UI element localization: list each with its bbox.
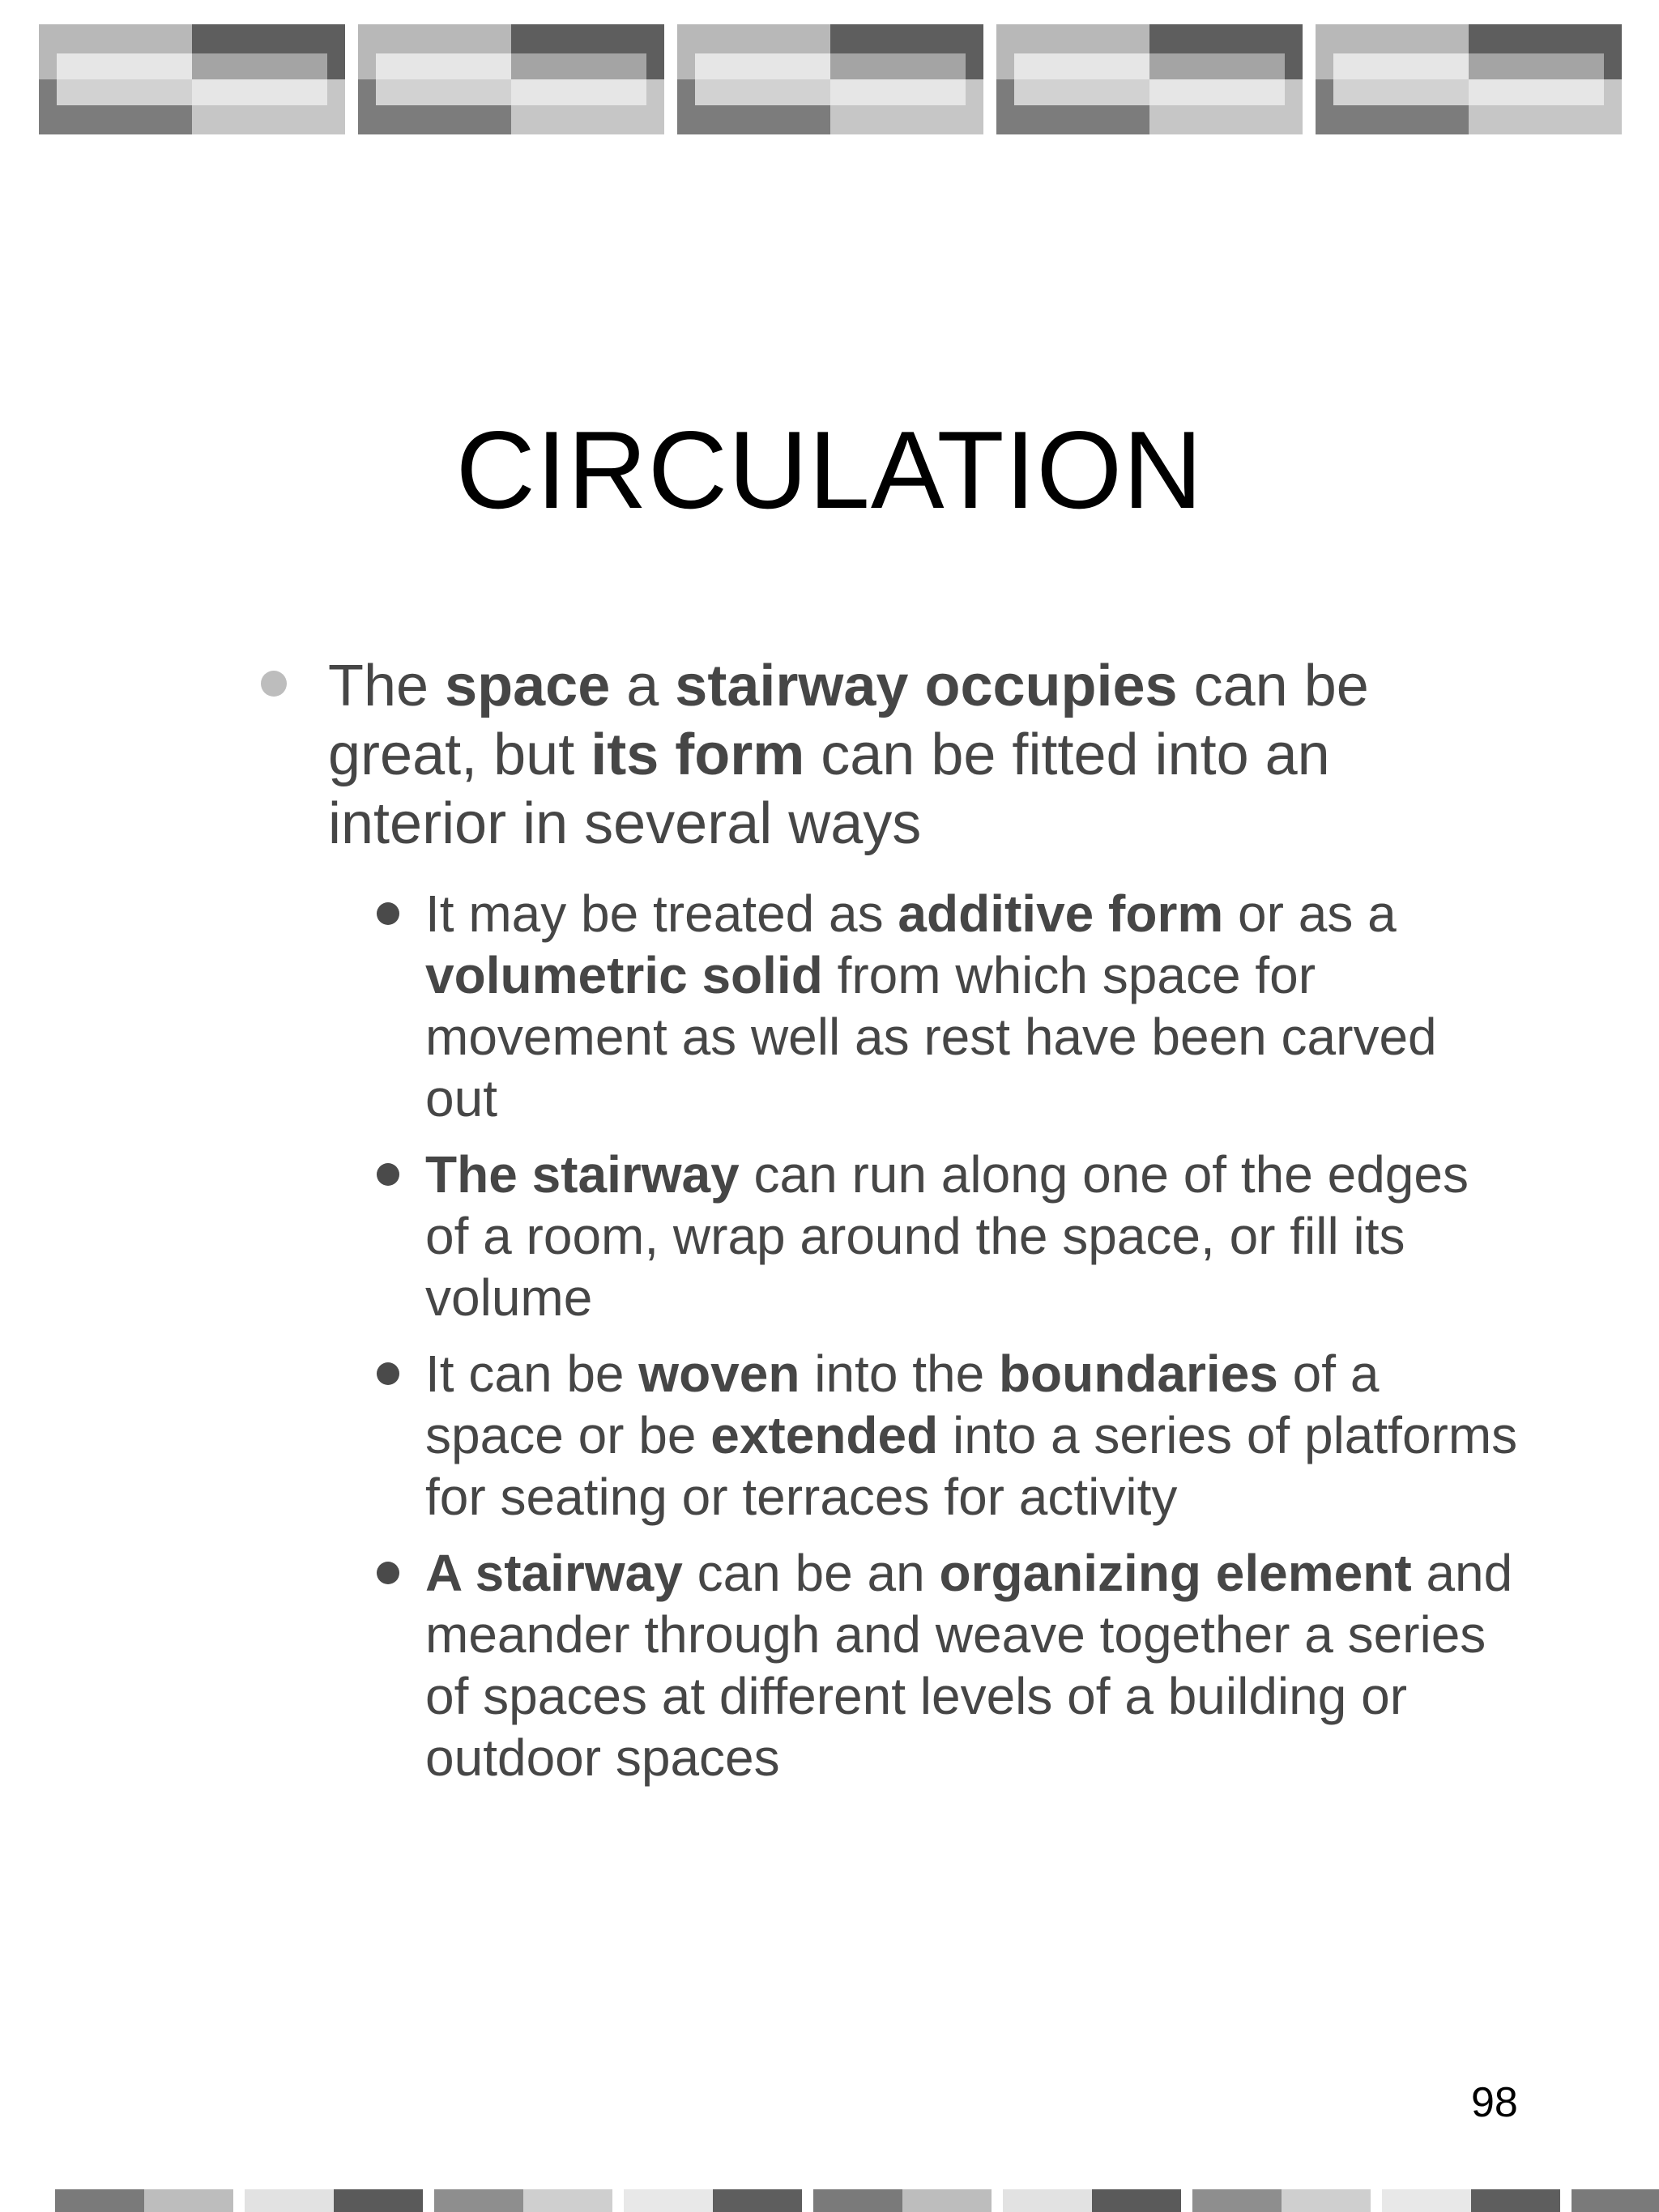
- bar-segment: [1282, 2189, 1371, 2212]
- decorative-tile: [677, 24, 983, 134]
- bold-text-run: organizing element: [939, 1544, 1412, 1602]
- decorative-tile: [358, 24, 664, 134]
- slide-title: CIRCULATION: [455, 408, 1204, 531]
- bold-text-run: volumetric solid: [425, 946, 823, 1004]
- bullet-icon: [377, 1362, 399, 1385]
- bar-segment: [1092, 2189, 1181, 2212]
- bar-segment: [902, 2189, 992, 2212]
- sub-bullet-point: [259, 883, 1523, 1129]
- bold-text-run: its form: [591, 722, 805, 787]
- bold-text-run: additive form: [898, 884, 1224, 943]
- text-run: can be great, but: [328, 654, 1369, 787]
- text-run: a: [610, 654, 676, 718]
- text-run: can run along one of the edges of a room, wrap around the space, or fill its volume: [425, 1145, 1469, 1327]
- text-run: into the: [800, 1345, 999, 1403]
- bar-segment: [1382, 2189, 1471, 2212]
- bar-segment: [434, 2189, 523, 2212]
- sub-bullet-text: [425, 884, 1437, 1127]
- sub-bullet-point: [259, 1542, 1523, 1788]
- bar-segment: [523, 2189, 612, 2212]
- bar-segment: [245, 2189, 334, 2212]
- text-run: It can be: [425, 1345, 639, 1403]
- bullet-icon: [261, 671, 287, 697]
- bar-segment: [713, 2189, 802, 2212]
- text-run: The: [328, 654, 446, 718]
- bar-segment: [1003, 2189, 1092, 2212]
- bold-text-run: extended: [710, 1406, 939, 1464]
- bar-segment: [334, 2189, 423, 2212]
- sub-bullet-point: [259, 1144, 1523, 1328]
- top-decorative-banner: [0, 0, 1659, 146]
- bullet-icon: [377, 1562, 399, 1584]
- decorative-tile: [1316, 24, 1622, 134]
- bold-text-run: space: [445, 654, 611, 718]
- main-bullet-text: [328, 654, 1369, 856]
- main-bullet-point: [259, 652, 1523, 859]
- bold-text-run: woven: [638, 1345, 800, 1403]
- bullet-icon: [377, 1163, 399, 1186]
- bullet-icon: [377, 902, 399, 925]
- sub-bullet-point: [259, 1343, 1523, 1528]
- text-run: It may be treated as: [425, 884, 898, 943]
- text-run: and meander through and weave together a series of spaces at different levels of a building or outdoor spaces: [425, 1544, 1513, 1787]
- bottom-decorative-bar: [0, 2189, 1659, 2212]
- bar-segment: [1192, 2189, 1282, 2212]
- text-run: into a series of platforms for seating or terraces for activity: [425, 1406, 1518, 1526]
- bold-text-run: The stairway: [425, 1145, 740, 1204]
- bold-text-run: boundaries: [998, 1345, 1278, 1403]
- text-run: can be an: [682, 1544, 940, 1602]
- sub-bullet-text: [425, 1345, 1517, 1526]
- bar-segment: [1471, 2189, 1560, 2212]
- bar-segment: [55, 2189, 144, 2212]
- text-run: from which space for movement as well as rest have been carved out: [425, 946, 1437, 1127]
- text-run: or as a: [1223, 884, 1397, 943]
- sub-bullet-text: [425, 1544, 1512, 1787]
- text-run: of a space or be: [425, 1345, 1380, 1464]
- text-run: can be fitted into an interior in several ways: [328, 722, 1330, 856]
- bold-text-run: A stairway: [425, 1544, 683, 1602]
- bar-segment: [813, 2189, 902, 2212]
- bar-segment: [1572, 2189, 1659, 2212]
- slide-body: [259, 652, 1523, 1803]
- sub-bullet-text: [425, 1145, 1469, 1327]
- decorative-tile: [39, 24, 345, 134]
- bar-segment: [144, 2189, 233, 2212]
- page-number: 98: [1471, 2079, 1518, 2126]
- bar-segment: [624, 2189, 713, 2212]
- decorative-tile: [996, 24, 1303, 134]
- sub-bullet-list: [259, 883, 1523, 1788]
- bold-text-run: stairway occupies: [675, 654, 1178, 718]
